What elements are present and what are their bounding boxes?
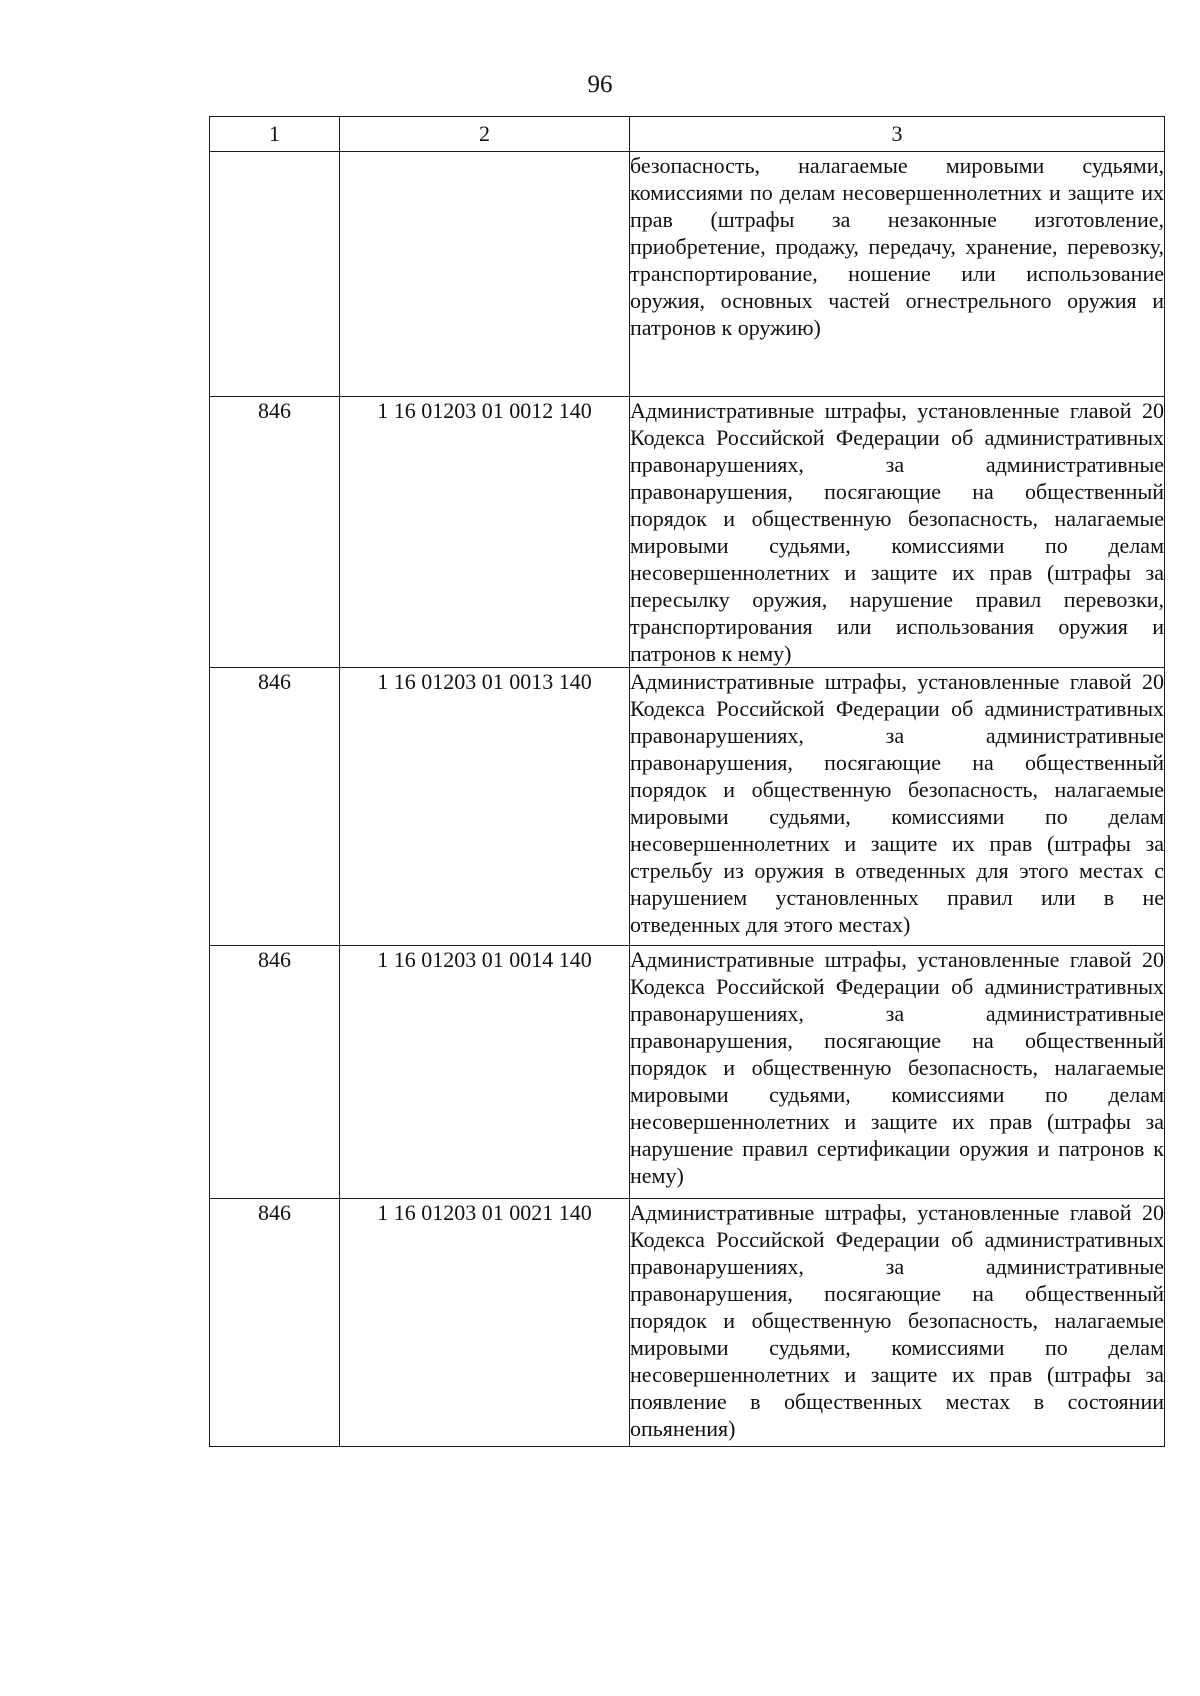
page-number: 96 — [587, 71, 613, 98]
table-row — [210, 152, 1165, 397]
table-row — [210, 668, 1165, 946]
revenue-description-cell: Административные штрафы, установленные главой 20 Кодекса Российской Федерации об административных правонарушениях, за административные правонарушения, посягающие на общественный порядок и общественную безопасность, налагаемые мировыми судьями, комиссиями по делам несовершеннолетних и защите их прав (штрафы за стрельбу из оружия в отведенных для этого местах с нарушением установленных правил или в не отведенных для этого местах) — [630, 668, 1165, 946]
table-row — [210, 397, 1165, 668]
budget-classification-code-cell: 1 16 01203 01 0012 140 — [340, 397, 630, 668]
column-header-2: 2 — [340, 117, 630, 152]
column-header-3: 3 — [630, 117, 1165, 152]
revenue-description-cell: безопасность, налагаемые мировыми судьями, комиссиями по делам несовершеннолетних и защите их прав (штрафы за незаконные изготовление, приобретение, продажу, передачу, хранение, перевозку, транспортирование, ношение или использование оружия, основных частей огнестрельного оружия и патронов к оружию) — [630, 152, 1165, 397]
budget-codes-table — [209, 116, 1165, 1447]
column-header-1: 1 — [210, 117, 340, 152]
admin-code-cell: 846 — [210, 668, 340, 946]
table-header-row — [210, 117, 1165, 152]
revenue-description-cell: Административные штрафы, установленные главой 20 Кодекса Российской Федерации об административных правонарушениях, за административные правонарушения, посягающие на общественный порядок и общественную безопасность, налагаемые мировыми судьями, комиссиями по делам несовершеннолетних и защите их прав (штрафы за появление в общественных местах в состоянии опьянения) — [630, 1199, 1165, 1447]
table-row — [210, 946, 1165, 1199]
revenue-description-cell: Административные штрафы, установленные главой 20 Кодекса Российской Федерации об административных правонарушениях, за административные правонарушения, посягающие на общественный порядок и общественную безопасность, налагаемые мировыми судьями, комиссиями по делам несовершеннолетних и защите их прав (штрафы за пересылку оружия, нарушение правил перевозки, транспортирования или использования оружия и патронов к нему) — [630, 398, 1164, 666]
admin-code-cell: 846 — [210, 397, 340, 668]
budget-classification-code-cell: 1 16 01203 01 0021 140 — [340, 1199, 630, 1447]
budget-classification-code-cell: 1 16 01203 01 0013 140 — [340, 668, 630, 946]
admin-code-cell — [210, 152, 340, 397]
budget-classification-code-cell: 1 16 01203 01 0014 140 — [340, 946, 630, 1199]
admin-code-cell: 846 — [210, 946, 340, 1199]
budget-classification-code-cell — [340, 152, 630, 397]
revenue-description-cell: Административные штрафы, установленные главой 20 Кодекса Российской Федерации об административных правонарушениях, за административные правонарушения, посягающие на общественный порядок и общественную безопасность, налагаемые мировыми судьями, комиссиями по делам несовершеннолетних и защите их прав (штрафы за нарушение правил сертификации оружия и патронов к нему) — [630, 946, 1165, 1199]
table-row — [210, 1199, 1165, 1447]
admin-code-cell: 846 — [210, 1199, 340, 1447]
